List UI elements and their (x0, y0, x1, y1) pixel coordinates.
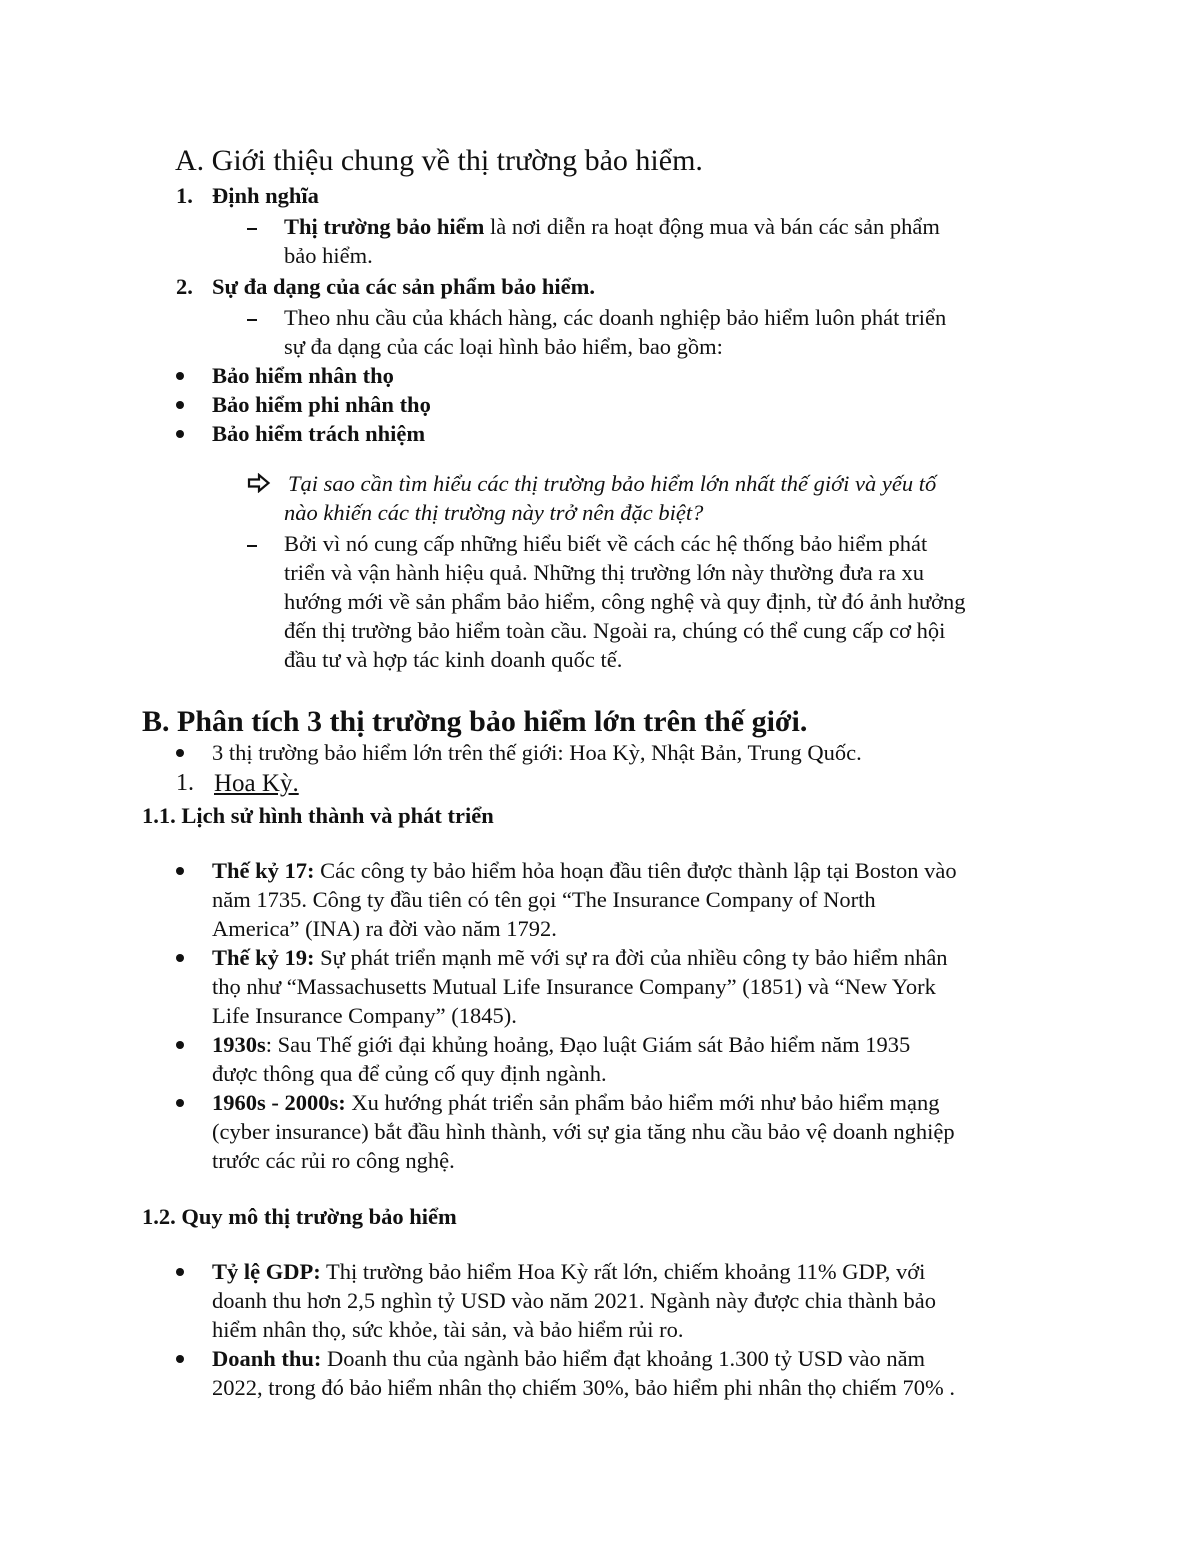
insurance-type-item: Bảo hiểm trách nhiệm (212, 421, 426, 446)
bullet (176, 430, 184, 438)
dash-marker (247, 545, 257, 547)
history-item-line (212, 1030, 910, 1059)
scale-item-line (212, 1257, 925, 1286)
definition-term: Thị trường bảo hiểm (284, 214, 485, 239)
scale-heading: 1.2. Quy mô thị trường bảo hiểm (142, 1204, 457, 1229)
item-2-number: 2. (176, 274, 193, 299)
bullet (176, 372, 184, 380)
item-2-title: Sự đa dạng của các sản phẩm bảo hiểm. (212, 274, 595, 299)
scale-item-label: Doanh thu: (212, 1346, 322, 1371)
item-1-title: Định nghĩa (212, 183, 319, 208)
sub-1-number: 1. (176, 770, 194, 796)
answer-line: triển và vận hành hiệu quả. Những thị trường lớn này thường đưa ra xu (284, 560, 924, 585)
history-item-line: (cyber insurance) bắt đầu hình thành, với sự gia tăng nhu cầu bảo vệ doanh nghiệp (212, 1119, 955, 1144)
bullet (176, 401, 184, 409)
dash-marker (247, 319, 257, 321)
history-item-text: Xu hướng phát triển sản phẩm bảo hiểm mới như bảo hiểm mạng (345, 1090, 940, 1115)
question-line-1: Tại sao cần tìm hiểu các thị trường bảo hiểm lớn nhất thế giới và yếu tố (288, 471, 937, 496)
diversity-line-1: Theo nhu cầu của khách hàng, các doanh nghiệp bảo hiểm luôn phát triển (284, 305, 947, 330)
history-item-line (212, 943, 948, 972)
three-markets-intro: 3 thị trường bảo hiểm lớn trên thế giới: Hoa Kỳ, Nhật Bản, Trung Quốc. (212, 740, 862, 765)
bullet (176, 749, 184, 757)
question-line-2: nào khiến các thị trường này trở nên đặc biệt? (284, 500, 704, 525)
history-item-line: Life Insurance Company” (1845). (212, 1003, 517, 1028)
answer-line: đến thị trường bảo hiểm toàn cầu. Ngoài ra, chúng có thể cung cấp cơ hội (284, 618, 946, 643)
answer-line: đầu tư và hợp tác kinh doanh quốc tế. (284, 647, 623, 672)
history-item-text: Sự phát triển mạnh mẽ với sự ra đời của nhiều công ty bảo hiểm nhân (314, 945, 948, 970)
bullet (176, 1268, 184, 1276)
scale-item-line: hiểm nhân thọ, sức khỏe, tài sản, và bảo hiểm rủi ro. (212, 1317, 684, 1342)
history-heading: 1.1. Lịch sử hình thành và phát triển (142, 803, 494, 828)
answer-line: Bởi vì nó cung cấp những hiểu biết về cách các hệ thống bảo hiểm phát (284, 531, 928, 556)
history-item-line (212, 1088, 939, 1117)
insurance-type-item: Bảo hiểm nhân thọ (212, 363, 394, 388)
diversity-line-2: sự đa dạng của các loại hình bảo hiểm, bao gồm: (284, 334, 723, 359)
definition-line-1 (284, 212, 940, 241)
right-arrow-icon (247, 473, 271, 493)
bullet (176, 867, 184, 875)
history-item-text: : Sau Thế giới đại khủng hoảng, Đạo luật Giám sát Bảo hiểm năm 1935 (265, 1032, 911, 1057)
history-item-line: America” (INA) ra đời vào năm 1792. (212, 916, 557, 941)
answer-line: hướng mới về sản phẩm bảo hiểm, công nghệ và quy định, từ đó ảnh hưởng (284, 589, 966, 614)
dash-marker (247, 228, 257, 230)
history-item-line: trước các rủi ro công nghệ. (212, 1148, 455, 1173)
scale-item-label: Tỷ lệ GDP: (212, 1259, 321, 1284)
bullet (176, 1041, 184, 1049)
section-a-heading: A. Giới thiệu chung về thị trường bảo hiểm. (175, 144, 703, 177)
history-item-text: Các công ty bảo hiểm hỏa hoạn đầu tiên được thành lập tại Boston vào (314, 858, 957, 883)
bullet (176, 954, 184, 962)
history-item-line (212, 856, 957, 885)
history-item-label: Thế kỷ 17: (212, 858, 315, 883)
definition-text: là nơi diễn ra hoạt động mua và bán các sản phẩm (484, 214, 940, 239)
history-item-line: được thông qua để củng cố quy định ngành. (212, 1061, 607, 1086)
sub-1-title: Hoa Kỳ. (214, 770, 299, 797)
section-b-heading: B. Phân tích 3 thị trường bảo hiểm lớn trên thế giới. (142, 705, 808, 738)
history-item-label: 1930s (212, 1032, 266, 1057)
history-item-line: năm 1735. Công ty đầu tiên có tên gọi “The Insurance Company of North (212, 887, 876, 912)
scale-item-text: Thị trường bảo hiểm Hoa Kỳ rất lớn, chiếm khoảng 11% GDP, với (320, 1259, 926, 1284)
definition-line-2: bảo hiểm. (284, 243, 373, 268)
scale-item-line (212, 1344, 925, 1373)
scale-item-text: Doanh thu của ngành bảo hiểm đạt khoảng 1.300 tỷ USD vào năm (321, 1346, 926, 1371)
bullet (176, 1355, 184, 1363)
bullet (176, 1099, 184, 1107)
history-item-label: Thế kỷ 19: (212, 945, 315, 970)
history-item-line: thọ như “Massachusetts Mutual Life Insurance Company” (1851) và “New York (212, 974, 936, 999)
scale-item-line: 2022, trong đó bảo hiểm nhân thọ chiếm 30%, bảo hiểm phi nhân thọ chiếm 70% . (212, 1375, 955, 1400)
item-1-number: 1. (176, 183, 193, 208)
history-item-label: 1960s - 2000s: (212, 1090, 346, 1115)
insurance-type-item: Bảo hiểm phi nhân thọ (212, 392, 431, 417)
scale-item-line: doanh thu hơn 2,5 nghìn tỷ USD vào năm 2021. Ngành này được chia thành bảo (212, 1288, 936, 1313)
